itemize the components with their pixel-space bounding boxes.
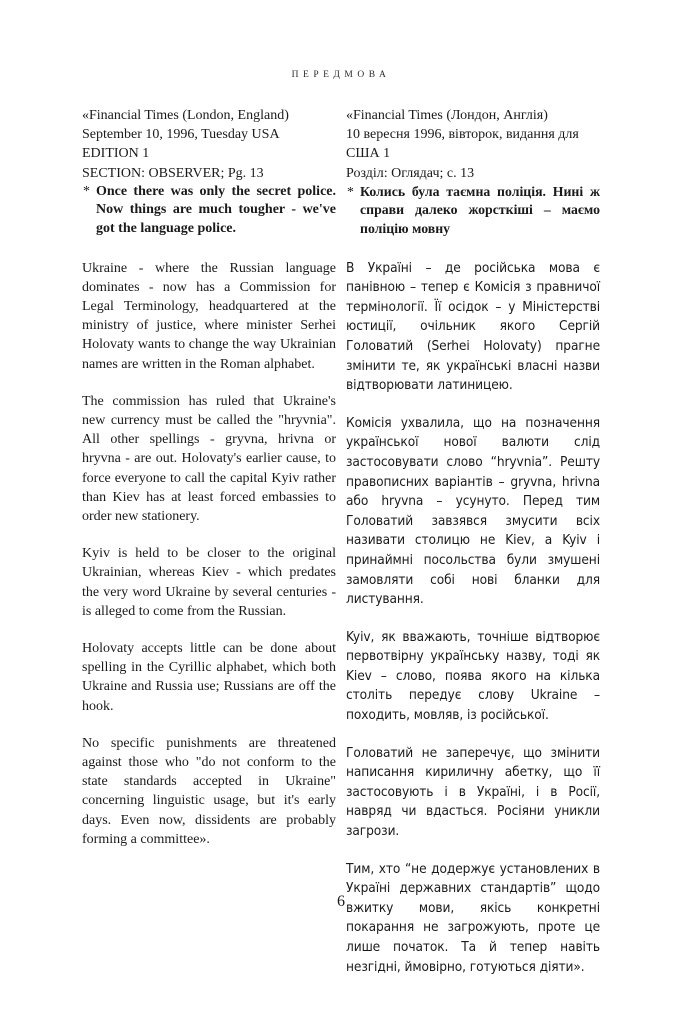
ukrainian-column xyxy=(346,106,600,977)
source-line: США 1 xyxy=(346,146,391,162)
headline-text: Колись була таємна поліція. Нині ж справи далеко жорсткіші – маємо поліцію мовну xyxy=(360,183,600,236)
body-paragraph: В Україні – де російська мова є панівною – тепер є Комісія з правничої термінології. Її осідок – у Міністерстві юстиції, очільник якого Сергій Головатий (Serhei Holovaty) прагне змінити те, як українські власні назви відтворювати латиницею. xyxy=(346,259,600,394)
article-headline xyxy=(346,183,600,239)
body-paragraph: The commission has ruled that Ukraine's new currency must be called the "hryvnia". All other spellings - gryvna, hrivna or hryvna - are out. Holovaty's earlier cause, to force everyone to call the capital Kyiv rather than Kiev has at least forced embassies to order new stationery. xyxy=(82,393,336,525)
body-paragraph: Тим, хто “не додержує установлених в Україні державних стандартів” щодо вжитку мови, якісь конкретні покарання не загрожують, проте це лише початок. Та й тепер навіть незгідні, ймовірно, готуються діяти». xyxy=(346,860,600,975)
source-citation xyxy=(82,106,336,183)
body-paragraph: No specific punishments are threatened against those who "do not conform to the state standards accepted in Ukraine" concerning linguistic usage, but it's early days. Even now, dissidents are probably forming a committee». xyxy=(82,735,336,847)
source-line: EDITION 1 xyxy=(82,146,150,162)
source-line: «Financial Times (Лондон, Англія) xyxy=(346,108,548,123)
source-line: September 10, 1996, Tuesday USA xyxy=(82,127,280,143)
asterisk-marker: * xyxy=(83,183,90,199)
page-number: 6 xyxy=(337,893,345,910)
headline-text: Once there was only the secret police. Now things are much tougher - we've got the language police. xyxy=(96,183,336,236)
asterisk-marker: * xyxy=(347,183,354,199)
article-headline xyxy=(82,183,336,239)
source-citation xyxy=(346,106,600,183)
running-header: ПЕРЕДМОВА xyxy=(291,70,391,80)
source-line: «Financial Times (London, England) xyxy=(82,108,289,123)
source-line: Розділ: Оглядач; с. 13 xyxy=(346,165,475,181)
body-paragraph: Комісія ухвалила, що на позначення української нової валюти слід застосовувати слово “hryvnia”. Решту правописних варіантів – gryvna, hrivna або hryvna – усунуто. Перед тим Головатий завзявся змусити всіх називати столицю не Kiev, а Kyiv і принаймні посольства були змушені замовляти собі нові бланки для листування. xyxy=(346,414,600,608)
body-paragraph: Holovaty accepts little can be done about spelling in the Cyrillic alphabet, which both Ukraine and Russia use; Russians are off the hook. xyxy=(82,641,336,714)
body-paragraph: Kyiv, як вважають, точніше відтворює первотвірну українську назву, тоді як Kiev – слово, поява якого на кілька століть передує слову Ukraine – походить, мовляв, із російської. xyxy=(346,628,600,724)
source-line: SECTION: OBSERVER; Pg. 13 xyxy=(82,165,264,181)
body-paragraph: Ukraine - where the Russian language dominates - now has a Commission for Legal Terminology, headquartered at the ministry of justice, where minister Serhei Holovaty wants to change the way Ukrainian names are written in the Roman alphabet. xyxy=(82,260,336,372)
body-paragraph: Головатий не заперечує, що змінити написання кириличну абетку, що її застосовують і в Україні, і в Росії, навряд чи вдасться. Росіяни уникли загрози. xyxy=(346,744,600,840)
source-line: 10 вересня 1996, вівторок, видання для xyxy=(346,127,579,143)
body-paragraph: Kyiv is held to be closer to the original Ukrainian, whereas Kiev - which predates the very word Ukraine by several centuries - is alleged to come from the Russian. xyxy=(82,546,336,619)
english-column xyxy=(82,106,336,849)
